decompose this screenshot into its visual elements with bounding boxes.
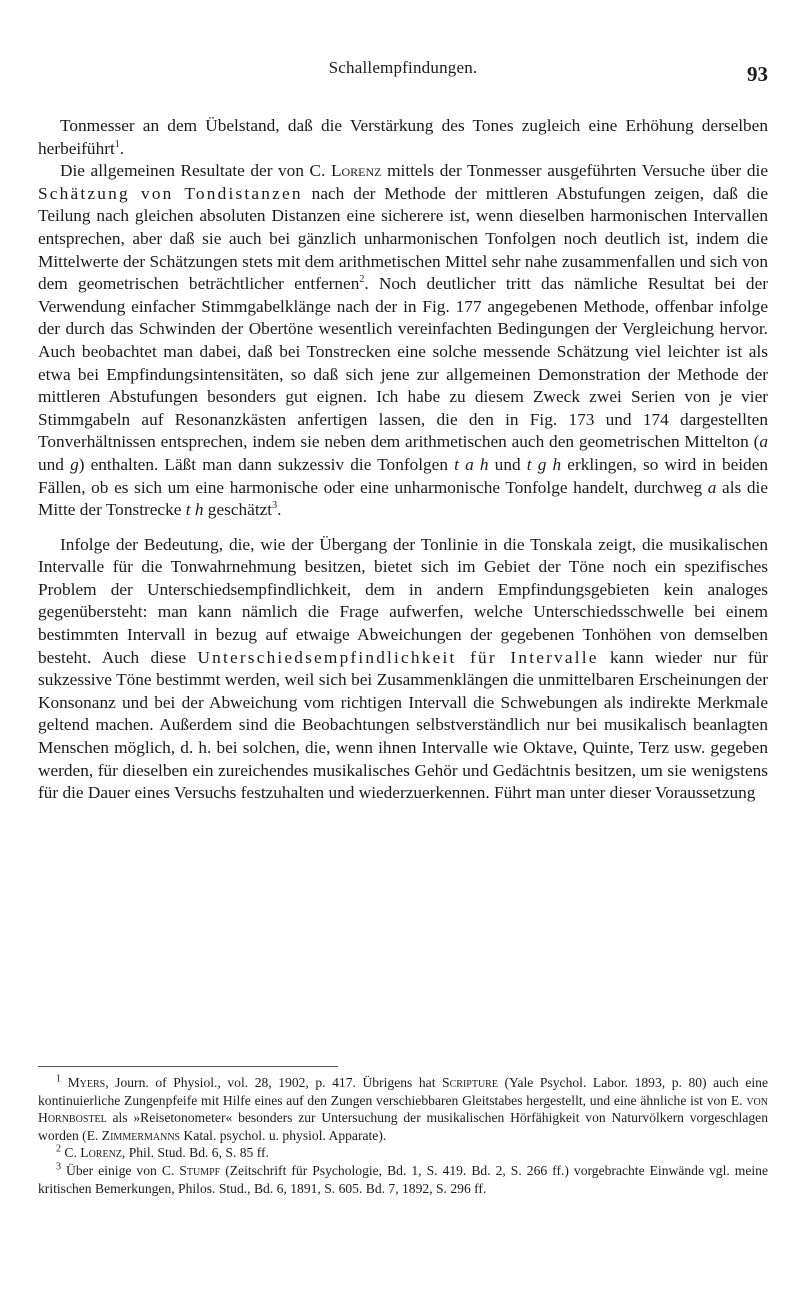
paragraphs-2 xyxy=(38,160,768,522)
text-run: C. xyxy=(61,1145,81,1161)
text-run: Lorenz xyxy=(330,161,382,181)
text-run: (Zeitschrift für Psychologie, Bd. 1, S. 419. Bd. 2, S. 266 ff.) vorgebrachte Einwände vgl. meine kritischen Bemerkungen, Philos. Stud., Bd. 6, 1891, S. 605. Bd. 7, 1892, S. 296 ff. xyxy=(38,1162,768,1196)
page-header xyxy=(38,58,768,88)
text-run: t a h xyxy=(454,454,489,474)
text-run: , Phil. Stud. Bd. 6, S. 85 ff. xyxy=(121,1145,269,1161)
text-run: , Journ. of Physiol., vol. 28, 1902, p. 417. Übrigens hat xyxy=(105,1075,443,1090)
footnote-marker: 2 xyxy=(56,1143,61,1155)
text-run: und xyxy=(38,454,71,474)
footnote-marker: 1 xyxy=(56,1073,61,1085)
text-run: . xyxy=(119,138,125,158)
page-number: 93 xyxy=(747,62,768,86)
text-run: a xyxy=(707,477,717,497)
text-run: . xyxy=(277,500,282,520)
footnote-marker: 3 xyxy=(272,500,278,512)
text-run: Katal. psychol. u. physiol. Apparate). xyxy=(180,1127,387,1143)
text-run: mittels der Tonmesser ausgeführten Versuche über die xyxy=(381,161,768,181)
text-run: als »Reisetonometer« besonders zur Untersuchung der musikalischen Hörfähigkeit von Naturvölkern vorgeschlagen worden (E. xyxy=(38,1110,768,1143)
footnote-marker: 2 xyxy=(359,274,365,286)
text-run: Tonmesser an dem Übelstand, daß die Verstärkung des Tones zugleich eine Erhöhung derselben herbeiführt xyxy=(38,116,768,158)
footnotes-2 xyxy=(38,1144,768,1162)
text-run: Lorenz xyxy=(80,1145,122,1161)
text-run: (Yale Psychol. Labor. 1893, p. 80) auch eine kontinuierliche Zungenpfeife mit Hilfe eines auf den Zungen verschiebbaren Gleitstabes hergestellt, und eine ähnliche ist von E. xyxy=(38,1075,768,1108)
text-run: von Hornbostel xyxy=(38,1092,768,1126)
text-run: t h xyxy=(185,500,204,520)
text-run: nach der Methode der mittleren Abstufungen zeigen, daß die Teilung nach gleichen absoluten Distanzen eine sicherere ist, wenn dieselben harmonischen Intervallen entsprechen, aber daß sie auch bei gänzlich unharmonischen Tonfolgen noch deutlich ist, indem die Mittelwerte der Schätzungen stets mit dem arithmetischen Mittel sehr nahe zusammenfallen und sich von dem geometrischen beträchtlicher entfernen xyxy=(38,183,769,294)
text-run: als die Mitte der Tonstrecke xyxy=(38,477,768,520)
footnotes xyxy=(38,1074,768,1197)
text-run: Schätzung von Tondistanzen xyxy=(38,183,303,203)
text-run: geschätzt xyxy=(203,500,273,520)
footnote-marker: 3 xyxy=(56,1161,61,1173)
body-text xyxy=(38,115,768,805)
text-run: Über einige von C. xyxy=(61,1162,180,1178)
footnotes-1 xyxy=(38,1074,768,1144)
text-run: Myers xyxy=(67,1075,106,1090)
text-run: a xyxy=(759,432,768,452)
text-run: Zimmermanns xyxy=(101,1127,181,1143)
text-run: g xyxy=(70,454,79,474)
text-run: . Noch deutlicher tritt das nämliche Resultat bei der Verwendung einfacher Stimmgabelklänge nach der in Fig. 177 angegebenen Methode, offenbar infolge der durch das Schwinden der Obertöne wesentlich vereinfachten Bedingungen der Vergleichung hervor. Auch beobachtet man dabei, daß bei Tonstrecken eine solche messende Schätzung viel leichter ist als etwa bei Empfindungsintensitäten, so daß sich jene zur allgemeinen Demonstration der Methode der mittleren Abstufungen besonders gut eignen. Ich habe zu diesem Zweck zwei Serien von je vier Stimmgabeln auf Resonanzkästen anfertigen lassen, die den in Fig. 173 und 174 dargestellten Tonverhältnissen entsprechen, indem sie neben dem arithmetischen auch den geometrischen Mittelton ( xyxy=(38,274,768,452)
footnote-marker: 1 xyxy=(114,138,120,150)
footnote-rule xyxy=(38,1066,338,1067)
paragraphs-1 xyxy=(38,115,768,160)
text-run: Scripture xyxy=(442,1075,498,1090)
footnotes-3 xyxy=(38,1162,768,1197)
text-run: Die allgemeinen Resultate der von C. xyxy=(60,161,331,181)
text-run: Infolge der Bedeutung, die, wie der Übergang der Tonlinie in die Tonskala zeigt, die musikalischen Intervalle für die Tonwahrnehmung besitzen, bietet sich im Gebiet der Töne noch ein spezifisches Problem der Unterschiedsempfindlichkeit, dem in andern Empfindungsgebieten kein analoges gegenübersteht: man kann nämlich die Frage aufwerfen, welche Unterschiedsschwelle bei einem bestimmten Intervall in bezug auf etwaige Abweichungen der gegebenen Tonhöhen von demselben besteht. Auch diese xyxy=(38,534,768,667)
text-run: t g h xyxy=(526,454,562,474)
paragraphs-3 xyxy=(38,534,768,805)
text-run: Unterschiedsempfindlichkeit für Intervalle xyxy=(197,647,599,667)
running-head: Schallempfindungen. xyxy=(328,58,478,77)
text-run: Stumpf xyxy=(179,1162,221,1178)
text-run: ) enthalten. Läßt man dann sukzessiv die Tonfolgen xyxy=(78,454,455,474)
text-run: kann wieder nur für sukzessive Töne bestimmt werden, weil sich bei Zusammenklängen die unmittelbaren Erscheinungen der Konsonanz und bei der Abweichung vom richtigen Intervall die Schwebungen als indirekte Merkmale geltend machen. Außerdem sind die Beobachtungen selbstverständlich nur bei musikalisch beanlagten Menschen möglich, d. h. bei solchen, die, wenn ihnen Intervalle wie Oktave, Quinte, Terz usw. gegeben werden, für dieselben ein zureichendes musikalisches Gehör und Gedächtnis besitzen, um sie wenigstens für die Dauer eines Versuchs festzuhalten und wiederzuerkennen. Führt man unter dieser Voraussetzung xyxy=(38,647,768,803)
text-run: erklingen, so wird in beiden Fällen, ob es sich um eine harmonische oder eine unharmonische Tonfolge handelt, durchweg xyxy=(38,454,769,497)
text-run: und xyxy=(488,454,527,474)
